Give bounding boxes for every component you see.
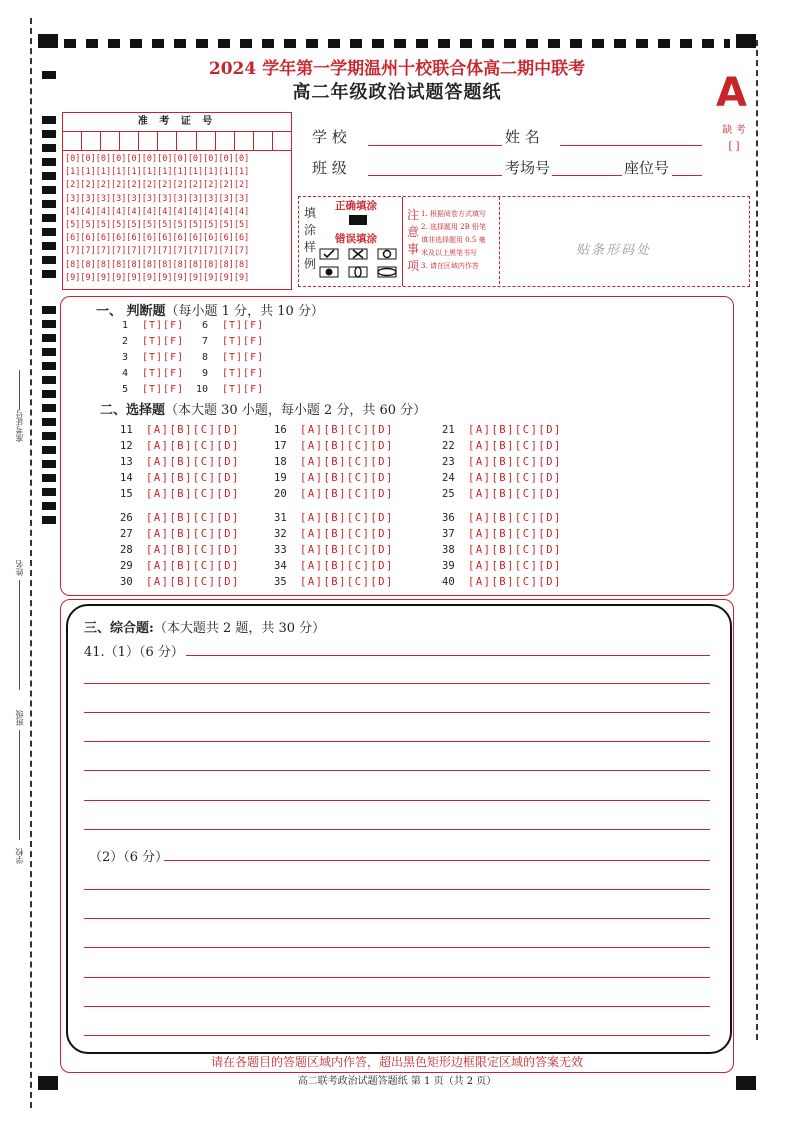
top-timing-marks — [64, 39, 730, 48]
side-timing-marks-1 — [42, 116, 56, 284]
room-field[interactable] — [552, 175, 622, 176]
room-label: 考场号 — [505, 159, 551, 177]
mc-item[interactable]: 12 [A][B][C][D] — [120, 440, 240, 452]
answer-line[interactable] — [84, 770, 710, 771]
tf-item[interactable]: 4 [T][F] — [121, 368, 185, 379]
section2-title: 二、选择题（本大题 30 小题，每小题 2 分，共 60 分） — [100, 403, 427, 418]
mc-item[interactable]: 37 [A][B][C][D] — [442, 528, 562, 540]
mc-item[interactable]: 30 [A][B][C][D] — [120, 576, 240, 588]
seat-field[interactable] — [672, 175, 702, 176]
mc-item[interactable]: 38 [A][B][C][D] — [442, 544, 562, 556]
mc-item[interactable]: 31 [A][B][C][D] — [274, 512, 394, 524]
mc-item[interactable]: 17 [A][B][C][D] — [274, 440, 394, 452]
fill-instructions-box — [298, 196, 750, 287]
mc-item[interactable]: 11 [A][B][C][D] — [120, 424, 240, 436]
page-number: 高二联考政治试题答题纸 第 1 页（共 2 页） — [297, 1076, 497, 1087]
binding-class-label: 班级 — [15, 710, 24, 726]
mc-item[interactable]: 23 [A][B][C][D] — [442, 456, 562, 468]
answer-line[interactable] — [84, 1006, 710, 1007]
mc-item[interactable]: 39 [A][B][C][D] — [442, 560, 562, 572]
mc-item[interactable]: 34 [A][B][C][D] — [274, 560, 394, 572]
class-label: 班 级 — [312, 159, 347, 177]
exam-title: 2024 学年第一学期温州十校联合体高二期中联考 — [208, 59, 586, 79]
tf-item[interactable]: 6 [T][F] — [201, 320, 265, 331]
tf-item[interactable]: 7 [T][F] — [201, 336, 265, 347]
mc-item[interactable]: 26 [A][B][C][D] — [120, 512, 240, 524]
notes-text: 1. 根据阅卷方式填写 2. 选择题用 2B 铅笔 填非选择题用 0.5 毫 米及以上黑笔书写 3. 请在区域内作答 — [421, 210, 486, 270]
tf-item[interactable]: 9 [T][F] — [201, 368, 265, 379]
tf-item[interactable]: 2 [T][F] — [121, 336, 185, 347]
exam-id-write-cells[interactable] — [63, 132, 291, 151]
tf-item[interactable]: 3 [T][F] — [121, 352, 185, 363]
answer-line[interactable] — [84, 683, 710, 684]
mc-item[interactable]: 15 [A][B][C][D] — [120, 488, 240, 500]
answer-line[interactable] — [84, 800, 710, 801]
mc-item[interactable]: 33 [A][B][C][D] — [274, 544, 394, 556]
exam-id-box — [62, 112, 292, 290]
sheet-title: 高二年级政治试题答题纸 — [292, 82, 502, 103]
mc-item[interactable]: 18 [A][B][C][D] — [274, 456, 394, 468]
answer-line[interactable] — [84, 741, 710, 742]
binding-line — [30, 18, 32, 1108]
corner-mark-top-left — [38, 34, 58, 48]
mc-item[interactable]: 35 [A][B][C][D] — [274, 576, 394, 588]
corner-mark-top-right — [736, 34, 756, 48]
answer-line[interactable] — [84, 977, 710, 978]
mc-item[interactable]: 13 [A][B][C][D] — [120, 456, 240, 468]
class-field[interactable] — [368, 175, 502, 176]
answer-line[interactable] — [84, 947, 710, 948]
mc-item[interactable]: 19 [A][B][C][D] — [274, 472, 394, 484]
tf-item[interactable]: 1 [T][F] — [121, 320, 185, 331]
mc-item[interactable]: 22 [A][B][C][D] — [442, 440, 562, 452]
answer-line[interactable] — [164, 860, 710, 861]
school-field[interactable] — [368, 145, 502, 146]
question-41-2-label: （2）（6 分） — [89, 850, 169, 865]
answer-line[interactable] — [84, 889, 710, 890]
wrong-fill-label: 错误填涂 — [335, 233, 377, 245]
notes-label: 注意事项 — [407, 208, 420, 273]
mc-item[interactable]: 36 [A][B][C][D] — [442, 512, 562, 524]
mc-item[interactable]: 32 [A][B][C][D] — [274, 528, 394, 540]
side-timing-marks-2 — [42, 306, 56, 530]
seat-label: 座位号 — [624, 159, 670, 177]
answer-line[interactable] — [84, 1035, 710, 1036]
mc-item[interactable]: 20 [A][B][C][D] — [274, 488, 394, 500]
version-letter: A — [716, 70, 747, 116]
absent-marker[interactable]: 缺 考 [ ] — [722, 125, 746, 152]
mc-item[interactable]: 28 [A][B][C][D] — [120, 544, 240, 556]
mc-item[interactable]: 27 [A][B][C][D] — [120, 528, 240, 540]
question-41-1-label: 41.（1）（6 分） — [84, 645, 184, 660]
school-label: 学 校 — [312, 128, 347, 146]
mc-item[interactable]: 40 [A][B][C][D] — [442, 576, 562, 588]
binding-id-label: 准考证号 — [15, 410, 24, 442]
section3-title: 三、综合题:（本大题共 2 题，共 30 分） — [84, 621, 326, 636]
correct-fill-sample — [349, 215, 367, 225]
exam-id-title: 准 考 证 号 — [63, 113, 291, 132]
answer-line[interactable] — [186, 655, 710, 656]
answer-line[interactable] — [84, 712, 710, 713]
wrong-fill-samples — [319, 247, 403, 281]
mc-item[interactable]: 14 [A][B][C][D] — [120, 472, 240, 484]
fill-example-label: 填涂样例 — [304, 206, 317, 271]
name-label: 姓 名 — [505, 128, 540, 146]
answer-line[interactable] — [84, 918, 710, 919]
binding-name-label: 姓名 — [15, 560, 24, 576]
binding-school-label: 学校 — [15, 848, 24, 864]
mc-item[interactable]: 16 [A][B][C][D] — [274, 424, 394, 436]
mc-item[interactable]: 29 [A][B][C][D] — [120, 560, 240, 572]
section1-title: 一、 判断题（每小题 1 分，共 10 分） — [96, 304, 324, 319]
barcode-area — [499, 197, 748, 284]
mc-item[interactable]: 21 [A][B][C][D] — [442, 424, 562, 436]
mc-item[interactable]: 25 [A][B][C][D] — [442, 488, 562, 500]
tf-item[interactable]: 5 [T][F] — [121, 384, 185, 395]
tf-item[interactable]: 10 [T][F] — [196, 384, 265, 395]
exam-id-bubbles[interactable]: [0][0][0][0][0][0][0][0][0][0][0][0] [1][1][1][1][1][1][1][1][1][1][1][1] [2][2][2][2][2][2][2][2][2][2][2][2] [3][3][3][3][3][3][3][3][3][3][3][3] [4][4][4][4][4][4][4][4][4][4][4][4] [5][5][5][5][5][5][5][5][5][5][5][5] [6][6][6][6][6][6][6][6][6][6][6][6] [7][7][7][7][7][7][7][7][7][7][7][7] [8][8][8][8][8][8][8][8][8][8][8][8] [9][9][9][9][9][9][9][9][9][9][9][9] — [65, 154, 250, 283]
cut-line — [756, 40, 758, 1040]
footer-warning: 请在各题目的答题区域内作答，超出黑色矩形边框限定区域的答案无效 — [210, 1055, 583, 1069]
tf-item[interactable]: 8 [T][F] — [201, 352, 265, 363]
correct-fill-label: 正确填涂 — [335, 200, 377, 212]
name-field[interactable] — [560, 145, 702, 146]
answer-line[interactable] — [84, 829, 710, 830]
barcode-label: 贴条形码处 — [576, 243, 652, 258]
mc-item[interactable]: 24 [A][B][C][D] — [442, 472, 562, 484]
